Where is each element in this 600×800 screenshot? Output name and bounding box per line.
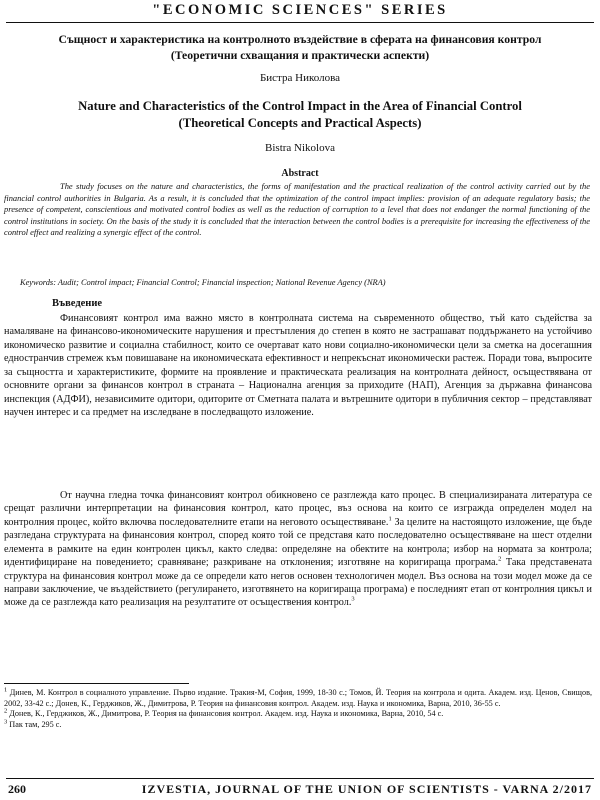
abstract-text: The study focuses on the nature and characteristics, the forms of manifestation and the practical realization of the control activity carried out by the financial control authorities in Bulgaria. As a result, it is concluded that the optimization of the control impact implies: provision of an adequate regulatory basis; the presence of competent, conscientious and motivated control bodies as well as the reduction of corruption to a level that does not endanger the normal functioning of the control institutions in society. On the basis of the study it is concluded that the interaction between the control bodies is a prerequisite for increasing the effectiveness of the control effect and realizing a synergic effect of the control. [4, 181, 590, 238]
author-english: Bistra Nikolova [265, 142, 335, 154]
body-paragraph-1: Финансовият контрол има важно място в контролната система на съвременното общество, тъй като съдейства за намаляване на финансово-икономическите нарушения и престъпления до степен в която не застрашават поддържането на устойчиво икономическо развитие и социална стабилност, които се очертават като нови социално-икономически цели за сметка на досегашния едностранчив стремеж към повишаване на икономическата ефективност и непрекъснат икономически растеж. Поради това, въпросите за същността и характеристиките, формите на проявление и практическата реализация на контролната дейност, осъществявана от основните органи за финансов контрол в страната – Национална агенция за приходите (НАП), Агенция за държавна финансова инспекция (АДФИ), независимите одитори, одиторите от Сметната палата и вътрешните одитори в публичния сектор – представляват научен интерес и са предмет на изследване в последващото изложение. [4, 313, 592, 418]
footnote-text: Донев, К., Герджиков, Ж., Димитрова, Р. Теория на финансовия контрол. Академ. изд. Наука и икономика, Варна, 2010, 54 с. [7, 709, 444, 719]
title-bulgarian: Същност и характеристика на контролното въздействие в сферата на финансовия контрол (Теоретични схващания и практически аспекти) [58, 33, 542, 62]
section-heading-introduction: Въведение [52, 298, 103, 309]
footnote-ref-2: 2 [498, 555, 502, 563]
footnote-text: Динев, М. Контрол в социалното управление. Първо издание. Тракия-М, София, 1999, 18-30 с.; Томов, Й. Теория на контрола и одита. Академ. изд. Ценов, Свищов, 2002, 33-42 с.; Донев, К., Герджиков, Ж., Димитрова, Р. Теория на финансовия контрол. Академ. изд. Наука и икономика, Варна, 2010, 36-55 с. [4, 688, 592, 708]
title-english: Nature and Characteristics of the Control Impact in the Area of Financial Control (Theoretical Concepts and Practical Aspects) [78, 99, 522, 130]
footnote-2 [4, 709, 592, 720]
footnote-text: Пак там, 295 с. [7, 720, 62, 730]
paragraph-2-part-a: От научна гледна точка финансовият контрол обикновено се разглежда като процес. В специализираната литература се срещат различни интерпретации на финансовия контрол, като процес, въз основа на които се изгражда определен модел на контролния процес, който включва последователните етапи на неговото осъществяване. [4, 490, 592, 528]
paragraph-2-part-b: За целите на настоящото изложение, ще бъде разгледана структурата на финансовия контрол, според която той се представя като последователно осъществяване на шест отделни елемента в рамките на един контролен цикъл, както следва: определяне на обектите на контрола; избор на нормата за контрола; идентифициране на поведението; сравняване; разкриване на отклонения; изготвяне на коригираща програма. [4, 516, 592, 569]
footnote-ref-3: 3 [351, 595, 355, 603]
footnote-mark: 2 [4, 707, 8, 715]
footnote-rule [4, 683, 189, 684]
footnote-3 [4, 720, 592, 731]
footnote-mark: 1 [4, 686, 8, 694]
journal-footer: IZVESTIA, JOURNAL OF THE UNION OF SCIENTISTS - VARNA 2/2017 [141, 782, 592, 796]
footer-rule [6, 778, 594, 779]
header-rule [6, 22, 594, 23]
page-number: 260 [8, 782, 26, 796]
footnotes [4, 688, 592, 731]
paragraph-2-part-c: Така представената структура на финансовия контрол може да се определи като негов основен технологичен модел. Въз основа на този модел може да се направи заключение, че въздействието (регулирането, изготвянето на коригираща програма) е последният етап от контролния цикъл и може да се разглежда като реализация на резултатите от осъществения контрол. [4, 557, 592, 609]
footnote-mark: 3 [4, 718, 8, 726]
footnote-ref-1: 1 [388, 515, 392, 523]
author-bulgarian: Бистра Николова [259, 72, 341, 84]
series-header: "ECONOMIC SCIENCES" SERIES [152, 2, 448, 18]
keywords: Keywords: Audit; Control impact; Financial Control; Financial inspection; National Revenue Agency (NRA) [20, 278, 386, 287]
abstract-heading: Abstract [281, 168, 319, 179]
footnote-1 [4, 688, 592, 709]
body-paragraph-2 [4, 489, 592, 610]
